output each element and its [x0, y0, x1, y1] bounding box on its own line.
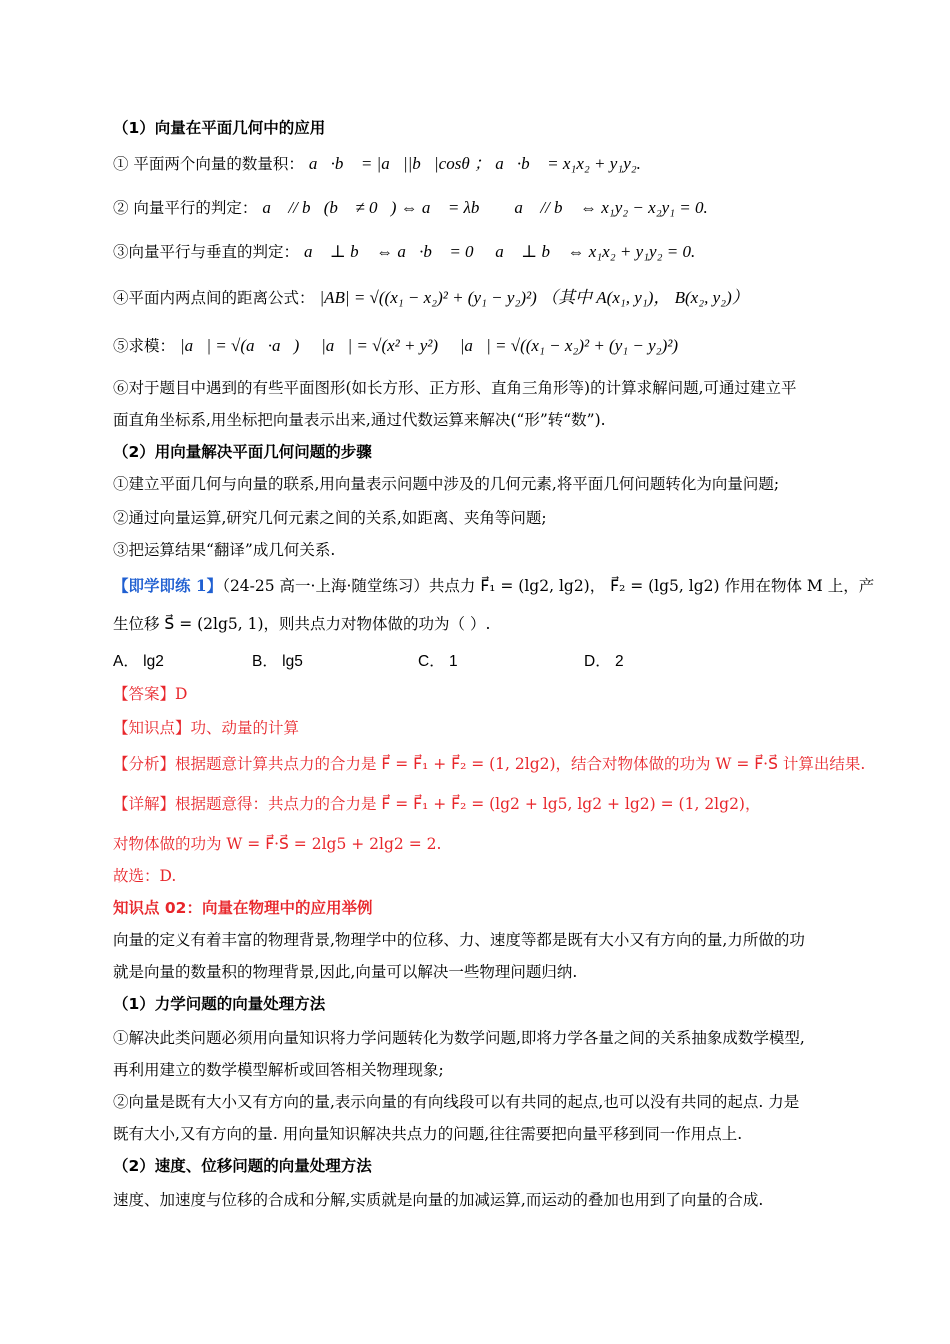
- option-b: B． lg5: [252, 653, 303, 670]
- section-title-mechanics: （1）力学问题的向量处理方法: [113, 995, 326, 1013]
- exercise-tag: 【即学即练 1】: [113, 576, 223, 595]
- item-modulus-formula: |a⃗| = √(a⃗·a⃗) ； |a⃗| = √(x² + y²) ； |a⃗| = √((x₁ − x₂)² + (y₁ − y₂)²): [179, 336, 679, 355]
- section-title-plane-geometry: （1）向量在平面几何中的应用: [113, 119, 326, 137]
- section-title-velocity: （2）速度、位移问题的向量处理方法: [113, 1157, 372, 1175]
- item-coordinate-line1: ⑥对于题目中遇到的有些平面图形(如长方形、正方形、直角三角形等)的计算求解问题,可通过建立平: [113, 379, 797, 397]
- item-dot-product: [113, 152, 873, 176]
- step-2: ②通过向量运算,研究几何元素之间的关系,如距离、夹角等问题;: [113, 509, 547, 527]
- item-parallel-formula: a⃗ // b⃗(b⃗ ≠ 0⃗) ⇔ a⃗ = λb⃗ ； a⃗ // b⃗ ⇔ x₁y₂ − x₂y₁ = 0.: [262, 198, 708, 217]
- exercise-line2: 生位移 S⃗ = (2lg5, 1)，则共点力对物体做的功为（ ）.: [113, 615, 491, 633]
- mechanics-2-line2: 既有大小,又有方向的量. 用向量知识解决共点力的问题,往往需要把向量平移到同一作用点上.: [113, 1125, 743, 1143]
- knowledge-paragraph-line1: 向量的定义有着丰富的物理背景,物理学中的位移、力、速度等都是既有大小又有方向的量,力所做的功: [113, 931, 805, 949]
- item-perpendicular-label: ③向量平行与垂直的判定：: [113, 243, 300, 261]
- knowledge-paragraph-line2: 就是向量的数量积的物理背景,因此,向量可以解决一些物理问题归纳.: [113, 963, 578, 981]
- knowledge-point-title: 知识点 02：向量在物理中的应用举例: [113, 899, 373, 917]
- item-distance: [113, 286, 873, 310]
- detail-line2: 对物体做的功为 W = F⃗·S⃗ = 2lg5 + 2lg2 = 2.: [113, 835, 442, 853]
- item-dot-product-label: ① 平面两个向量的数量积：: [113, 155, 304, 173]
- exercise-line1: [113, 574, 873, 598]
- item-modulus-label: ⑤求模：: [113, 337, 176, 355]
- analysis: 【分析】根据题意计算共点力的合力是 F⃗ = F⃗₁ + F⃗₂ = (1, 2lg2)，结合对物体做的功为 W = F⃗·S⃗ 计算出结果.: [113, 755, 866, 773]
- step-1: ①建立平面几何与向量的联系,用向量表示问题中涉及的几何元素,将平面几何问题转化为向量问题;: [113, 475, 780, 493]
- detail-line1: 【详解】根据题意得：共点力的合力是 F⃗ = F⃗₁ + F⃗₂ = (lg2 + lg5, lg2 + lg2) = (1, 2lg2)，: [113, 795, 761, 813]
- mechanics-1-line1: ①解决此类问题必须用向量知识将力学问题转化为数学问题,即将力学各量之间的关系抽象成数学模型,: [113, 1029, 805, 1047]
- item-distance-formula: |AB| = √((x₁ − x₂)² + (y₁ − y₂)²) （其中 A(x₁, y₁)， B(x₂, y₂)）: [319, 288, 749, 307]
- item-perpendicular: [113, 240, 873, 264]
- item-modulus: [113, 334, 873, 358]
- option-c: C． 1: [418, 653, 458, 670]
- item-parallel: [113, 196, 873, 220]
- mechanics-1-line2: 再利用建立的数学模型解析或回答相关物理现象;: [113, 1061, 444, 1079]
- item-distance-label: ④平面内两点间的距离公式：: [113, 289, 315, 307]
- item-dot-product-formula: a⃗·b⃗ = |a⃗||b⃗|cosθ ； a⃗·b⃗ = x₁x₂ + y₁y₂.: [308, 154, 641, 173]
- mechanics-2-line1: ②向量是既有大小又有方向的量,表示向量的有向线段可以有共同的起点,也可以没有共同的起点. 力是: [113, 1093, 800, 1111]
- section-title-steps: （2）用向量解决平面几何问题的步骤: [113, 443, 372, 461]
- velocity-paragraph: 速度、加速度与位移的合成和分解,实质就是向量的加减运算,而运动的叠加也用到了向量的合成.: [113, 1191, 764, 1209]
- item-parallel-label: ② 向量平行的判定：: [113, 199, 258, 217]
- option-a: A． lg2: [113, 653, 164, 670]
- answer: 【答案】D: [113, 685, 188, 703]
- option-d: D． 2: [584, 653, 624, 670]
- step-3: ③把运算结果“翻译”成几何关系.: [113, 541, 336, 559]
- item-coordinate-line2: 面直角坐标系,用坐标把向量表示出来,通过代数运算来解决(“形”转“数”).: [113, 411, 606, 429]
- choice: 故选：D.: [113, 867, 177, 885]
- exercise-text-1: （24-25 高一·上海·随堂练习）共点力 F⃗₁ = (lg2, lg2)， F⃗₂ = (lg5, lg2) 作用在物体 M 上，产: [222, 577, 875, 595]
- knowledge-point: 【知识点】功、动量的计算: [113, 719, 300, 737]
- item-perpendicular-formula: a⃗ ⊥ b⃗ ⇔ a⃗·b⃗ = 0 ； a⃗ ⊥ b⃗ ⇔ x₁x₂ + y₁y₂ = 0.: [303, 242, 696, 261]
